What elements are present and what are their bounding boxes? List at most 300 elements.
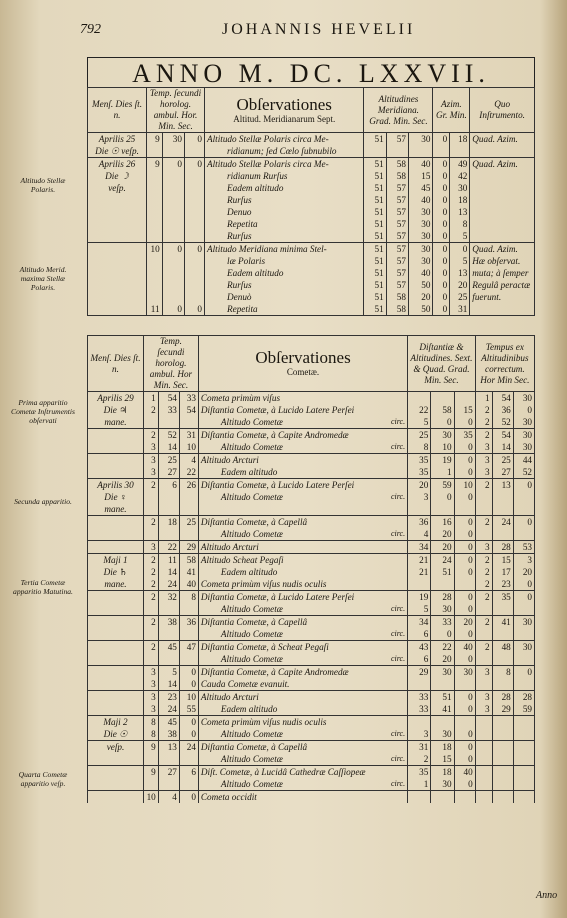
second-cell [184, 170, 204, 182]
corrected-minute-cell: 28 [492, 691, 513, 704]
second-cell: 0 [179, 666, 198, 679]
minute-cell [431, 791, 454, 804]
instrument-cell [470, 182, 535, 194]
corrected-second-cell: 30 [513, 616, 534, 629]
table-row [88, 218, 535, 230]
minute-cell: 27 [158, 766, 179, 779]
second-cell: 25 [179, 516, 198, 529]
circa-cell: circ. [382, 441, 407, 454]
degree-cell: 51 [364, 255, 386, 267]
degree-cell: 35 [408, 766, 431, 779]
corrected-hour-cell: 2 [475, 641, 492, 654]
corrected-minute-cell: 15 [492, 554, 513, 567]
observation-cell: Altitudo Arcturi [198, 454, 382, 467]
second-cell: 30 [408, 133, 433, 146]
degree-cell: 51 [364, 230, 386, 243]
minute-cell: 30 [431, 666, 454, 679]
corrected-hour-cell [475, 491, 492, 503]
observation-cell: Altitudo Cometæ [198, 728, 382, 741]
corrected-minute-cell [492, 728, 513, 741]
date-cell: Die ♄ [88, 566, 144, 578]
date-cell [88, 194, 147, 206]
corrected-hour-cell: 2 [475, 578, 492, 591]
corrected-minute-cell [492, 791, 513, 804]
hour-cell: 8 [143, 716, 158, 729]
corrected-hour-cell: 3 [475, 466, 492, 479]
table-row [88, 753, 535, 766]
second-cell: 0 [184, 303, 204, 316]
azimuth-minute-cell: 20 [450, 279, 470, 291]
corrected-hour-cell: 3 [475, 541, 492, 554]
table-comet-observations [87, 335, 535, 803]
second-cell: 0 [454, 603, 475, 616]
second-cell: 10 [179, 691, 198, 704]
header-instrument: Quo Inſtrumento. [470, 88, 535, 133]
second-cell: 8 [179, 591, 198, 604]
second-cell [184, 230, 204, 243]
circa-cell [382, 429, 407, 442]
corrected-hour-cell [475, 753, 492, 766]
corrected-minute-cell: 13 [492, 479, 513, 492]
observation-cell: Cometa occidit [198, 791, 382, 804]
azimuth-minute-cell: 8 [450, 218, 470, 230]
hour-cell: 2 [143, 616, 158, 629]
hour-cell: 2 [143, 591, 158, 604]
date-cell: Die ♀ [88, 491, 144, 503]
instrument-cell: Hæ obſervat. [470, 255, 535, 267]
table-row [88, 441, 535, 454]
observation-cell: Altitudo Cometæ [198, 528, 382, 541]
minute-cell [158, 503, 179, 516]
date-cell: Die ☉ [88, 728, 144, 741]
azimuth-degree-cell: 0 [433, 194, 450, 206]
azimuth-minute-cell: 18 [450, 133, 470, 146]
table-row [88, 194, 535, 206]
second-cell: 41 [179, 566, 198, 578]
corrected-hour-cell: 2 [475, 554, 492, 567]
hour-cell: 10 [143, 791, 158, 804]
corrected-second-cell [513, 503, 534, 516]
table-row [88, 578, 535, 591]
hour-cell: 2 [143, 566, 158, 578]
second-cell: 0 [454, 566, 475, 578]
corrected-minute-cell: 29 [492, 703, 513, 716]
degree-cell: 51 [364, 158, 386, 171]
minute-cell: 0 [431, 491, 454, 503]
second-cell: 15 [408, 170, 433, 182]
corrected-minute-cell: 52 [492, 416, 513, 429]
corrected-hour-cell: 3 [475, 441, 492, 454]
circa-cell [382, 678, 407, 691]
instrument-cell [470, 170, 535, 182]
corrected-hour-cell [475, 716, 492, 729]
header-observations [198, 336, 407, 392]
margin-note: Altitudo Stellæ Polaris. [20, 176, 66, 194]
hour-cell [147, 291, 163, 303]
azimuth-degree-cell: 0 [433, 230, 450, 243]
minute-cell: 18 [158, 516, 179, 529]
corrected-minute-cell: 23 [492, 578, 513, 591]
second-cell: 30 [408, 255, 433, 267]
minute-cell: 59 [431, 479, 454, 492]
azimuth-minute-cell: 18 [450, 194, 470, 206]
minute-cell: 1 [431, 466, 454, 479]
hour-cell: 3 [143, 441, 158, 454]
date-cell [88, 666, 144, 679]
observation-cell: Eadem altitudo [205, 182, 364, 194]
instrument-cell: Quad. Azim. [470, 133, 535, 146]
observation-cell: Diſtantia Cometæ, à Capellâ [198, 616, 382, 629]
header-corrected-time: Tempus ex Altitudinibus correctum. Hor Min Sec. [475, 336, 534, 392]
table-row [88, 666, 535, 679]
circa-cell: circ. [382, 778, 407, 791]
second-cell: 40 [454, 641, 475, 654]
table-row [88, 454, 535, 467]
date-cell [88, 691, 144, 704]
corrected-second-cell [513, 728, 534, 741]
observation-cell: Cauda Cometæ evanuit. [198, 678, 382, 691]
second-cell: 0 [454, 703, 475, 716]
date-cell [88, 628, 144, 641]
corrected-minute-cell: 48 [492, 641, 513, 654]
minute-cell: 20 [431, 653, 454, 666]
second-cell [179, 653, 198, 666]
minute-cell: 14 [158, 678, 179, 691]
corrected-hour-cell: 3 [475, 691, 492, 704]
table-row [88, 206, 535, 218]
table-row [88, 728, 535, 741]
table-row [88, 603, 535, 616]
second-cell: 0 [454, 728, 475, 741]
minute-cell: 58 [386, 170, 408, 182]
table-row [88, 791, 535, 804]
second-cell: 45 [408, 182, 433, 194]
date-cell: mane. [88, 503, 144, 516]
azimuth-degree-cell: 0 [433, 218, 450, 230]
header-altitudes: Altitudines Meridiana. Grad. Min. Sec. [364, 88, 433, 133]
margin-note: Quarta Cometæ apparitio veſp. [18, 770, 68, 788]
azimuth-minute-cell: 30 [450, 182, 470, 194]
second-cell: 0 [454, 516, 475, 529]
observation-cell: Diſtantia Cometæ, à Capite Andromedæ [198, 666, 382, 679]
minute-cell: 16 [431, 516, 454, 529]
hour-cell [147, 170, 163, 182]
hour-cell: 2 [143, 554, 158, 567]
circa-cell [382, 703, 407, 716]
date-cell [88, 291, 147, 303]
minute-cell: 0 [162, 303, 184, 316]
hour-cell: 10 [147, 243, 163, 256]
second-cell: 58 [179, 554, 198, 567]
minute-cell: 57 [386, 133, 408, 146]
minute-cell: 30 [431, 728, 454, 741]
hour-cell: 3 [143, 541, 158, 554]
table-row [88, 653, 535, 666]
table-row [88, 267, 535, 279]
minute-cell [162, 206, 184, 218]
corrected-minute-cell: 25 [492, 454, 513, 467]
table-row [88, 491, 535, 503]
second-cell: 6 [179, 766, 198, 779]
corrected-second-cell [513, 678, 534, 691]
second-cell: 0 [454, 741, 475, 754]
table-row [88, 716, 535, 729]
observation-cell: Cometa primùm viſus nudis oculis [198, 716, 382, 729]
second-cell [179, 503, 198, 516]
second-cell: 0 [454, 454, 475, 467]
minute-cell [431, 678, 454, 691]
corrected-second-cell [513, 528, 534, 541]
minute-cell [158, 753, 179, 766]
degree-cell: 20 [408, 479, 431, 492]
hour-cell [143, 528, 158, 541]
corrected-second-cell: 20 [513, 566, 534, 578]
degree-cell: 51 [364, 206, 386, 218]
minute-cell: 4 [158, 791, 179, 804]
degree-cell: 2 [408, 753, 431, 766]
table-row [88, 182, 535, 194]
table-row [88, 503, 535, 516]
second-cell [454, 392, 475, 405]
instrument-cell: Regulâ peractæ [470, 279, 535, 291]
observation-cell: Altitudo Arcturi [198, 691, 382, 704]
minute-cell: 57 [386, 279, 408, 291]
second-cell: 0 [454, 491, 475, 503]
degree-cell: 31 [408, 741, 431, 754]
table-meridian-altitudes [87, 87, 535, 316]
hour-cell [147, 230, 163, 243]
minute-cell: 30 [431, 603, 454, 616]
table-row [88, 778, 535, 791]
corrected-second-cell: 3 [513, 554, 534, 567]
observation-cell: Eadem altitudo [205, 267, 364, 279]
table-row [88, 279, 535, 291]
degree-cell: 6 [408, 653, 431, 666]
table-bottom-rule [88, 316, 535, 317]
minute-cell [158, 653, 179, 666]
minute-cell: 57 [386, 243, 408, 256]
instrument-cell: muta; à ſemper [470, 267, 535, 279]
second-cell [184, 279, 204, 291]
date-cell [88, 279, 147, 291]
table-row [88, 392, 535, 405]
table-row [88, 416, 535, 429]
table-row [88, 516, 535, 529]
date-cell [88, 429, 144, 442]
hour-cell [147, 182, 163, 194]
header-azimuth: Azim. Gr. Min. [433, 88, 470, 133]
degree-cell: 22 [408, 404, 431, 416]
table-row [88, 133, 535, 146]
running-head: JOHANNIS HEVELII [222, 21, 416, 38]
second-cell [179, 628, 198, 641]
second-cell: 36 [179, 616, 198, 629]
corrected-minute-cell [492, 766, 513, 779]
minute-cell: 30 [162, 133, 184, 146]
minute-cell: 57 [386, 182, 408, 194]
hour-cell [147, 194, 163, 206]
table-row [88, 628, 535, 641]
date-cell [88, 218, 147, 230]
date-cell: Die ♃ [88, 404, 144, 416]
date-cell [88, 541, 144, 554]
date-cell: Aprilis 29 [88, 392, 144, 405]
observation-cell: Altitudo Cometæ [198, 603, 382, 616]
second-cell [179, 416, 198, 429]
minute-cell [162, 170, 184, 182]
observation-cell: Diſt. Cometæ, à Lucidâ Cathedræ Caſſiopeæ [198, 766, 382, 779]
hour-cell [143, 753, 158, 766]
observation-cell: Altitudo Scheat Pegaſi [198, 554, 382, 567]
circa-cell: circ. [382, 416, 407, 429]
degree-cell: 4 [408, 528, 431, 541]
observation-cell: Altitudo Cometæ [198, 653, 382, 666]
second-cell: 0 [454, 691, 475, 704]
corrected-minute-cell [492, 753, 513, 766]
header-observations [205, 88, 364, 133]
degree-cell: 34 [408, 616, 431, 629]
corrected-hour-cell: 2 [475, 429, 492, 442]
corrected-hour-cell: 3 [475, 666, 492, 679]
minute-cell: 51 [431, 566, 454, 578]
corrected-minute-cell: 28 [492, 541, 513, 554]
azimuth-degree-cell: 0 [433, 182, 450, 194]
second-cell: 40 [408, 267, 433, 279]
minute-cell: 24 [431, 554, 454, 567]
second-cell: 40 [179, 578, 198, 591]
table-row [88, 528, 535, 541]
hour-cell: 11 [147, 303, 163, 316]
second-cell: 33 [179, 392, 198, 405]
corrected-hour-cell: 1 [475, 392, 492, 405]
minute-cell: 14 [158, 441, 179, 454]
second-cell: 20 [454, 616, 475, 629]
header-observations-title: Obſervationes [255, 348, 351, 367]
minute-cell [162, 230, 184, 243]
minute-cell [158, 528, 179, 541]
circa-cell: circ. [382, 628, 407, 641]
second-cell [454, 716, 475, 729]
circa-cell [382, 479, 407, 492]
circa-cell [382, 454, 407, 467]
azimuth-degree-cell: 0 [433, 291, 450, 303]
minute-cell: 33 [158, 404, 179, 416]
azimuth-degree-cell: 0 [433, 279, 450, 291]
corrected-minute-cell [492, 603, 513, 616]
table-row [88, 641, 535, 654]
degree-cell: 8 [408, 441, 431, 454]
table-row [88, 566, 535, 578]
degree-cell: 51 [364, 279, 386, 291]
observation-cell: Diſtantia Cometæ, à Lucido Latere Perſei [198, 591, 382, 604]
circa-cell [382, 591, 407, 604]
table-row [88, 255, 535, 267]
year-title: ANNO M. DC. LXXVII. [132, 59, 490, 88]
azimuth-degree-cell: 0 [433, 243, 450, 256]
minute-cell: 38 [158, 616, 179, 629]
corrected-second-cell: 30 [513, 441, 534, 454]
minute-cell: 22 [158, 541, 179, 554]
minute-cell [162, 218, 184, 230]
observation-cell: Rurſus [205, 230, 364, 243]
catchword: Anno [536, 890, 558, 901]
circa-cell: circ. [382, 491, 407, 503]
second-cell [179, 753, 198, 766]
second-cell: 0 [454, 441, 475, 454]
circa-cell [382, 741, 407, 754]
date-cell [88, 766, 144, 779]
azimuth-minute-cell: 5 [450, 255, 470, 267]
minute-cell: 41 [431, 703, 454, 716]
degree-cell: 51 [364, 194, 386, 206]
hour-cell: 2 [143, 479, 158, 492]
degree-cell [364, 145, 386, 158]
corrected-minute-cell [492, 503, 513, 516]
date-cell [88, 603, 144, 616]
second-cell: 0 [454, 778, 475, 791]
table-row [88, 541, 535, 554]
table-row [88, 678, 535, 691]
date-cell [88, 641, 144, 654]
header-observations-title: Obſervationes [236, 94, 332, 114]
table-row [88, 703, 535, 716]
second-cell: 30 [408, 218, 433, 230]
table1-body [88, 133, 535, 317]
minute-cell [158, 491, 179, 503]
azimuth-minute-cell: 0 [450, 243, 470, 256]
hour-cell: 3 [143, 691, 158, 704]
second-cell: 40 [454, 766, 475, 779]
rule-cell [88, 316, 535, 317]
table-row [88, 170, 535, 182]
corrected-hour-cell: 3 [475, 703, 492, 716]
corrected-second-cell [513, 791, 534, 804]
hour-cell [143, 491, 158, 503]
header-observations-sub: Altitud. Meridianarum Sept. [233, 113, 336, 124]
degree-cell: 51 [364, 243, 386, 256]
degree-cell: 35 [408, 466, 431, 479]
instrument-cell: fuerunt. [470, 291, 535, 303]
observation-cell: Repetita [205, 218, 364, 230]
table-row [88, 591, 535, 604]
instrument-cell: Quad. Azim. [470, 243, 535, 256]
second-cell: 31 [179, 429, 198, 442]
corrected-second-cell: 30 [513, 429, 534, 442]
corrected-second-cell: 30 [513, 416, 534, 429]
instrument-cell [470, 230, 535, 243]
hour-cell: 2 [143, 578, 158, 591]
minute-cell [386, 145, 408, 158]
date-cell: veſp. [88, 182, 147, 194]
corrected-hour-cell [475, 741, 492, 754]
second-cell: 0 [179, 791, 198, 804]
degree-cell: 19 [408, 591, 431, 604]
second-cell: 55 [179, 703, 198, 716]
table-row [88, 766, 535, 779]
degree-cell: 33 [408, 703, 431, 716]
date-cell [88, 516, 144, 529]
minute-cell [158, 778, 179, 791]
second-cell: 24 [179, 741, 198, 754]
observation-cell: Rurſus [205, 194, 364, 206]
observation-cell: ridianum; ſed Cœlo ſubnubilo [205, 145, 364, 158]
table-row [88, 466, 535, 479]
azimuth-minute-cell: 25 [450, 291, 470, 303]
minute-cell: 14 [158, 566, 179, 578]
observation-cell: Altitudo Stellæ Polaris circa Me- [205, 158, 364, 171]
header-date: Menſ. Dies ſt. n. [88, 88, 147, 133]
date-cell: veſp. [88, 741, 144, 754]
